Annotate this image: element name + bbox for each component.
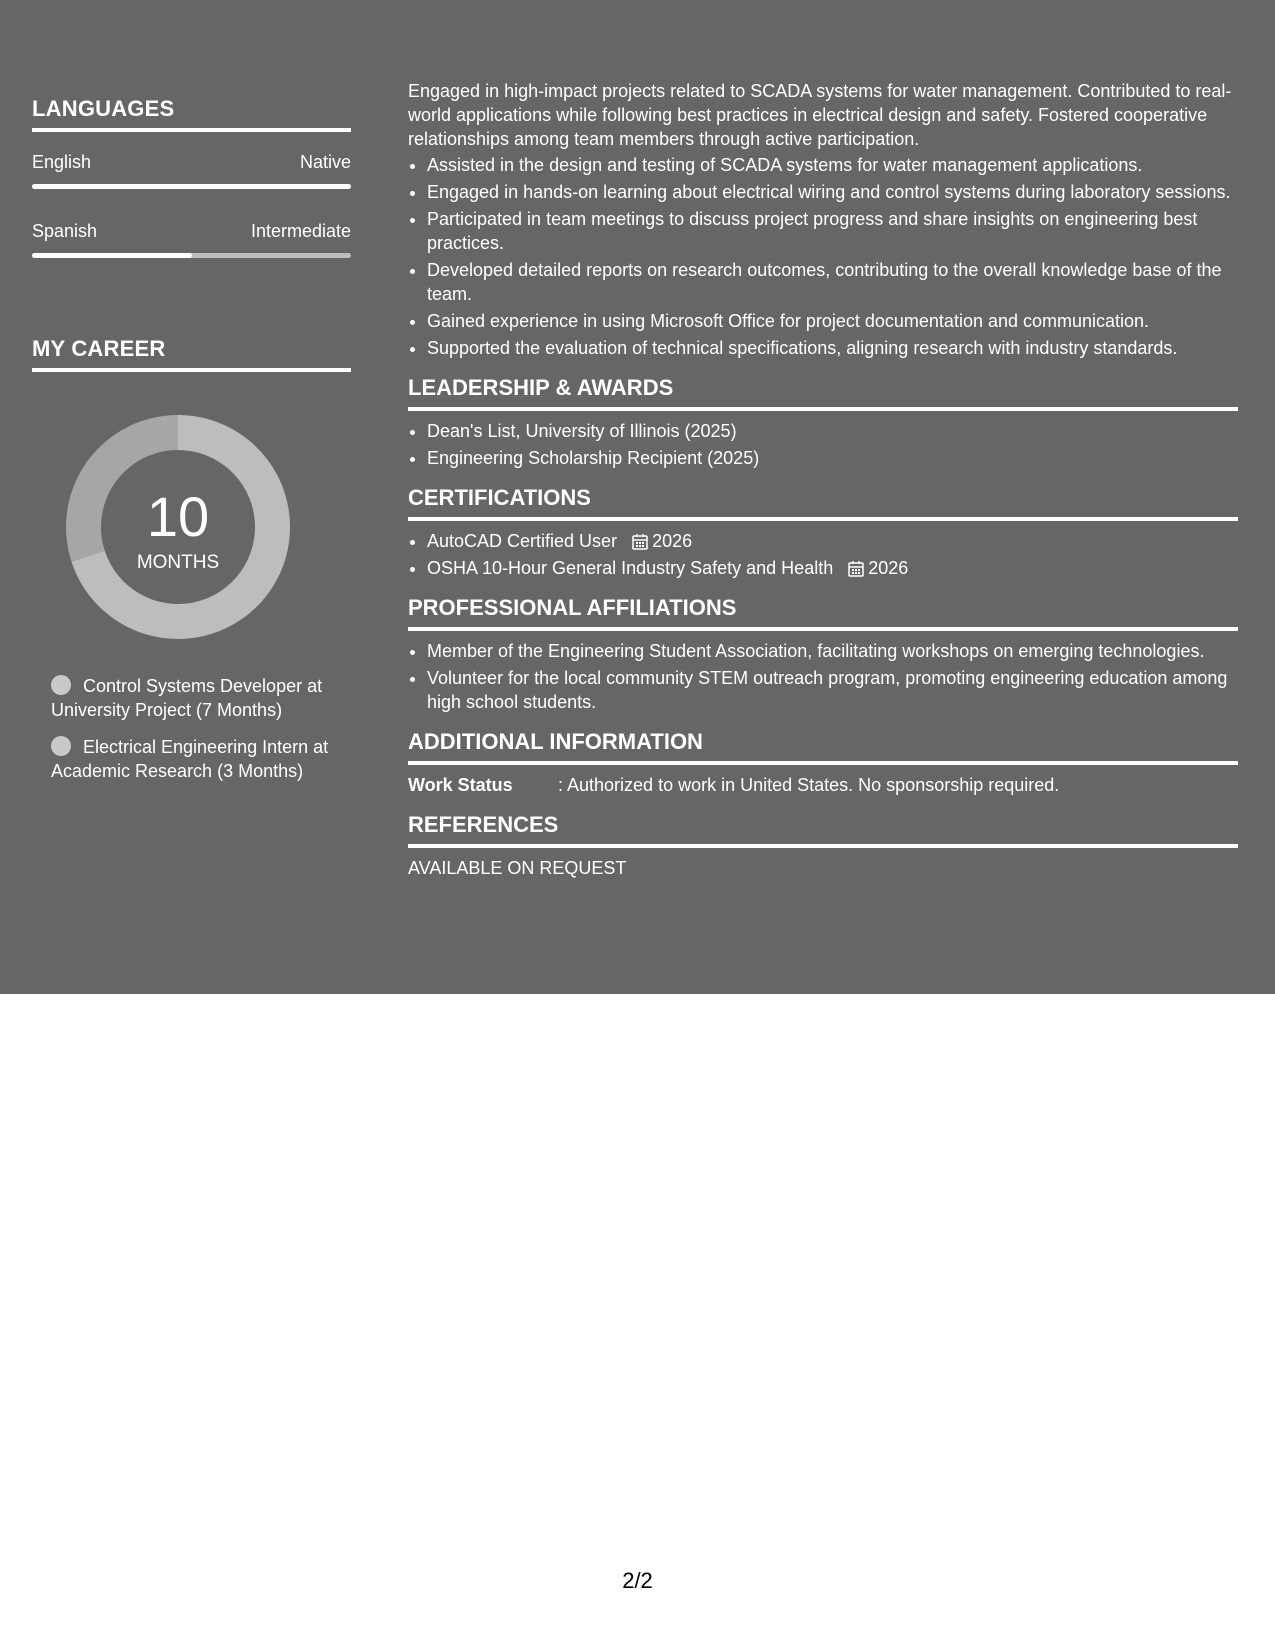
list-item: • Participated in team meetings to discuss project progress and share insights on engineering best practices. — [427, 207, 1238, 255]
page-number: 2/2 — [622, 1568, 653, 1593]
career-legend-item — [51, 735, 341, 783]
experience-intro: Engaged in high-impact projects related to SCADA systems for water management. Contributed to real-world applications while following best practices in electrical design and safety. Fostered cooperative relationships among team members through active participation. — [408, 81, 1232, 149]
affiliations-heading: PROFESSIONAL AFFILIATIONS — [408, 594, 1238, 631]
career-total-unit: MONTHS — [136, 552, 220, 573]
list-item: • Developed detailed reports on research outcomes, contributing to the overall knowledge base of the team. — [427, 258, 1238, 306]
career-legend — [51, 674, 341, 796]
language-proficiency-bar — [32, 253, 351, 258]
language-level: Intermediate — [250, 221, 351, 241]
list-item: • Dean's List, University of Illinois (2025) — [427, 419, 1238, 443]
certifications-list — [408, 529, 1238, 580]
certification-date — [848, 558, 908, 578]
certification-item — [427, 556, 1238, 580]
language-proficiency-fill — [32, 184, 351, 189]
certification-name: OSHA 10-Hour General Industry Safety and Health — [427, 558, 834, 578]
career-total-number: 10 — [146, 485, 210, 548]
language-name: Spanish — [32, 221, 98, 241]
certification-item — [427, 529, 1238, 553]
language-proficiency-fill — [32, 253, 192, 258]
language-name: English — [32, 152, 92, 172]
career-legend-item — [51, 674, 341, 722]
work-status-row — [408, 773, 1238, 797]
language-level: Native — [299, 152, 351, 172]
career-donut-chart — [66, 415, 290, 639]
list-item: • Member of the Engineering Student Association, facilitating workshops on emerging technologies. — [427, 639, 1238, 663]
career-job-label: Control Systems Developer at University Project (7 Months) — [51, 676, 323, 720]
certification-year: 2026 — [652, 531, 693, 551]
legend-dot-icon — [51, 675, 71, 695]
calendar-icon — [632, 533, 648, 550]
list-item: • Assisted in the design and testing of SCADA systems for water management applications. — [427, 153, 1238, 177]
career-job-label: Electrical Engineering Intern at Academic Research (3 Months) — [51, 737, 329, 781]
work-status-label: Work Status — [408, 775, 513, 795]
leadership-list — [408, 419, 1238, 470]
certification-name: AutoCAD Certified User — [427, 531, 618, 551]
right-column — [408, 79, 1238, 880]
legend-dot-icon — [51, 736, 71, 756]
list-item: • Gained experience in using Microsoft Office for project documentation and communication. — [427, 309, 1238, 333]
list-item: • Engineering Scholarship Recipient (2025) — [427, 446, 1238, 470]
leadership-heading: LEADERSHIP & AWARDS — [408, 374, 1238, 411]
list-item: • Engaged in hands-on learning about electrical wiring and control systems during laboratory sessions. — [427, 180, 1238, 204]
references-text: AVAILABLE ON REQUEST — [408, 858, 627, 878]
affiliations-list — [408, 639, 1238, 714]
calendar-icon — [848, 560, 864, 577]
list-item: • Volunteer for the local community STEM outreach program, promoting engineering education among high school students. — [427, 666, 1238, 714]
additional-info-heading: ADDITIONAL INFORMATION — [408, 728, 1238, 765]
certification-year: 2026 — [868, 558, 909, 578]
language-proficiency-bar — [32, 184, 351, 189]
references-heading: REFERENCES — [408, 811, 1238, 848]
work-status-value: : Authorized to work in United States. No sponsorship required. — [558, 775, 1060, 795]
certifications-heading: CERTIFICATIONS — [408, 484, 1238, 521]
experience-bullets — [408, 153, 1238, 360]
languages-heading: LANGUAGES — [32, 96, 351, 132]
certification-date — [632, 531, 692, 551]
career-heading: MY CAREER — [32, 336, 351, 372]
list-item: • Supported the evaluation of technical specifications, aligning research with industry standards. — [427, 336, 1238, 360]
